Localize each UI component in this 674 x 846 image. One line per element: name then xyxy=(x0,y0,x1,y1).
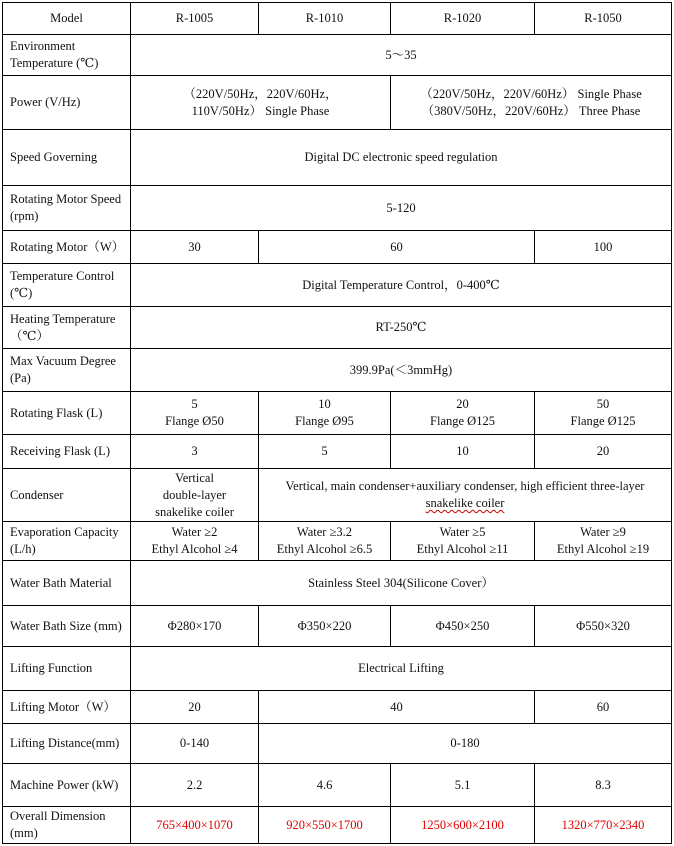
row-bath-size xyxy=(3,606,672,647)
condenser-label: Condenser xyxy=(3,469,131,522)
condenser-rest-line1: Vertical, main condenser+auxiliary condenser, high efficient three-layer xyxy=(285,479,645,493)
rotating-motor-r1050: 100 xyxy=(535,231,672,264)
row-lifting-distance xyxy=(3,724,672,764)
flask-size: 5 xyxy=(191,397,198,411)
env-temp-value: 5～35 xyxy=(131,35,672,76)
row-rotating-flask xyxy=(3,392,672,435)
bath-size-r1005: Φ280×170 xyxy=(131,606,259,647)
power-label: Power (V/Hz) xyxy=(3,76,131,130)
header-label: Model xyxy=(3,3,131,35)
lifting-function-value: Electrical Lifting xyxy=(131,647,672,691)
power-left-line2: 110V/50Hz） Single Phase xyxy=(191,103,330,118)
receiving-flask-r1020: 10 xyxy=(391,435,535,469)
flask-size: 20 xyxy=(456,397,469,411)
row-overall-dimension xyxy=(3,807,672,844)
receiving-flask-r1010: 5 xyxy=(259,435,391,469)
evap-water: Water ≥2 xyxy=(171,525,218,539)
lifting-distance-r1005: 0-140 xyxy=(131,724,259,764)
rotating-flask-label: Rotating Flask (L) xyxy=(3,392,131,435)
lifting-motor-r1005: 20 xyxy=(131,691,259,724)
header-row xyxy=(3,3,672,35)
receiving-flask-r1005: 3 xyxy=(131,435,259,469)
row-env-temp xyxy=(3,35,672,76)
max-vacuum-value: 399.9Pa(＜3mmHg) xyxy=(131,349,672,392)
temp-control-label: Temperature Control (℃) xyxy=(3,264,131,307)
lifting-motor-r1050: 60 xyxy=(535,691,672,724)
machine-power-r1020: 5.1 xyxy=(391,764,535,807)
bath-material-value: Stainless Steel 304(Silicone Cover） xyxy=(131,561,672,606)
spec-table xyxy=(2,2,672,844)
overall-dimension-r1005: 765×400×1070 xyxy=(131,807,259,844)
flask-size: 50 xyxy=(596,397,610,411)
evaporation-label: Evaporation Capacity (L/h) xyxy=(3,522,131,561)
bath-size-r1020: Φ450×250 xyxy=(391,606,535,647)
condenser-rest xyxy=(259,469,672,522)
row-receiving-flask xyxy=(3,435,672,469)
row-lifting-function xyxy=(3,647,672,691)
rotating-motor-r1010-r1020: 60 xyxy=(259,231,535,264)
condenser-r1005 xyxy=(131,469,259,522)
evaporation-r1050 xyxy=(535,522,672,561)
evap-water: Water ≥3.2 xyxy=(296,525,353,539)
row-machine-power xyxy=(3,764,672,807)
bath-size-label: Water Bath Size (mm) xyxy=(3,606,131,647)
heating-temp-label: Heating Temperature（℃） xyxy=(3,307,131,349)
machine-power-r1050: 8.3 xyxy=(535,764,672,807)
machine-power-r1010: 4.6 xyxy=(259,764,391,807)
rotating-flask-r1050 xyxy=(535,392,672,435)
power-left-line1: （220V/50Hz，220V/60Hz， xyxy=(183,86,338,101)
evap-alcohol: Ethyl Alcohol ≥11 xyxy=(416,542,509,556)
rotating-motor-label: Rotating Motor（W） xyxy=(3,231,131,264)
model-r1005: R-1005 xyxy=(131,3,259,35)
condenser-r1005-line2: double-layer xyxy=(162,487,227,502)
row-motor-speed xyxy=(3,186,672,231)
lifting-distance-rest: 0-180 xyxy=(259,724,672,764)
evap-alcohol: Ethyl Alcohol ≥19 xyxy=(556,542,650,556)
evap-water: Water ≥9 xyxy=(580,525,626,539)
overall-dimension-r1050: 1320×770×2340 xyxy=(535,807,672,844)
motor-speed-label: Rotating Motor Speed (rpm) xyxy=(3,186,131,231)
row-bath-material xyxy=(3,561,672,606)
rotating-flask-r1020 xyxy=(391,392,535,435)
evap-alcohol: Ethyl Alcohol ≥6.5 xyxy=(276,542,373,556)
lifting-function-label: Lifting Function xyxy=(3,647,131,691)
overall-dimension-r1010: 920×550×1700 xyxy=(259,807,391,844)
overall-dimension-r1020: 1250×600×2100 xyxy=(391,807,535,844)
bath-size-r1010: Φ350×220 xyxy=(259,606,391,647)
model-r1020: R-1020 xyxy=(391,3,535,35)
row-temp-control xyxy=(3,264,672,307)
env-temp-label: Environment Temperature (℃) xyxy=(3,35,131,76)
row-heating-temp xyxy=(3,307,672,349)
power-left xyxy=(131,76,391,130)
row-max-vacuum xyxy=(3,349,672,392)
machine-power-label: Machine Power (kW) xyxy=(3,764,131,807)
overall-dimension-label: Overall Dimension (mm) xyxy=(3,807,131,844)
rotating-flask-r1010 xyxy=(259,392,391,435)
row-condenser xyxy=(3,469,672,522)
receiving-flask-label: Receiving Flask (L) xyxy=(3,435,131,469)
machine-power-r1005: 2.2 xyxy=(131,764,259,807)
evap-water: Water ≥5 xyxy=(439,525,486,539)
max-vacuum-label: Max Vacuum Degree (Pa) xyxy=(3,349,131,392)
power-right-line1: （220V/50Hz，220V/60Hz） Single Phase xyxy=(420,86,642,101)
lifting-motor-r1010-r1020: 40 xyxy=(259,691,535,724)
flask-flange: Flange Ø125 xyxy=(430,414,495,428)
power-right-line2: （380V/50Hz，220V/60Hz） Three Phase xyxy=(421,103,641,118)
model-r1050: R-1050 xyxy=(535,3,672,35)
power-right xyxy=(391,76,672,130)
row-lifting-motor xyxy=(3,691,672,724)
rotating-flask-r1005 xyxy=(131,392,259,435)
row-rotating-motor xyxy=(3,231,672,264)
lifting-distance-label: Lifting Distance(mm) xyxy=(3,724,131,764)
condenser-rest-line2: snakelike coiler xyxy=(425,496,505,510)
evaporation-r1020 xyxy=(391,522,535,561)
condenser-r1005-line3: snakelike coiler xyxy=(155,504,234,519)
row-evaporation xyxy=(3,522,672,561)
flask-flange: Flange Ø125 xyxy=(570,414,636,428)
row-speed-governing xyxy=(3,130,672,186)
receiving-flask-r1050: 20 xyxy=(535,435,672,469)
model-r1010: R-1010 xyxy=(259,3,391,35)
row-power xyxy=(3,76,672,130)
flask-flange: Flange Ø50 xyxy=(165,414,224,428)
bath-size-r1050: Φ550×320 xyxy=(535,606,672,647)
bath-material-label: Water Bath Material xyxy=(3,561,131,606)
lifting-motor-label: Lifting Motor（W） xyxy=(3,691,131,724)
speed-governing-label: Speed Governing xyxy=(3,130,131,186)
evaporation-r1010 xyxy=(259,522,391,561)
rotating-motor-r1005: 30 xyxy=(131,231,259,264)
evap-alcohol: Ethyl Alcohol ≥4 xyxy=(151,542,238,556)
temp-control-value: Digital Temperature Control，0-400℃ xyxy=(131,264,672,307)
speed-governing-value: Digital DC electronic speed regulation xyxy=(131,130,672,186)
heating-temp-value: RT-250℃ xyxy=(131,307,672,349)
flask-size: 10 xyxy=(318,397,331,411)
motor-speed-value: 5-120 xyxy=(131,186,672,231)
evaporation-r1005 xyxy=(131,522,259,561)
flask-flange: Flange Ø95 xyxy=(295,414,354,428)
condenser-r1005-line1: Vertical xyxy=(175,470,214,485)
